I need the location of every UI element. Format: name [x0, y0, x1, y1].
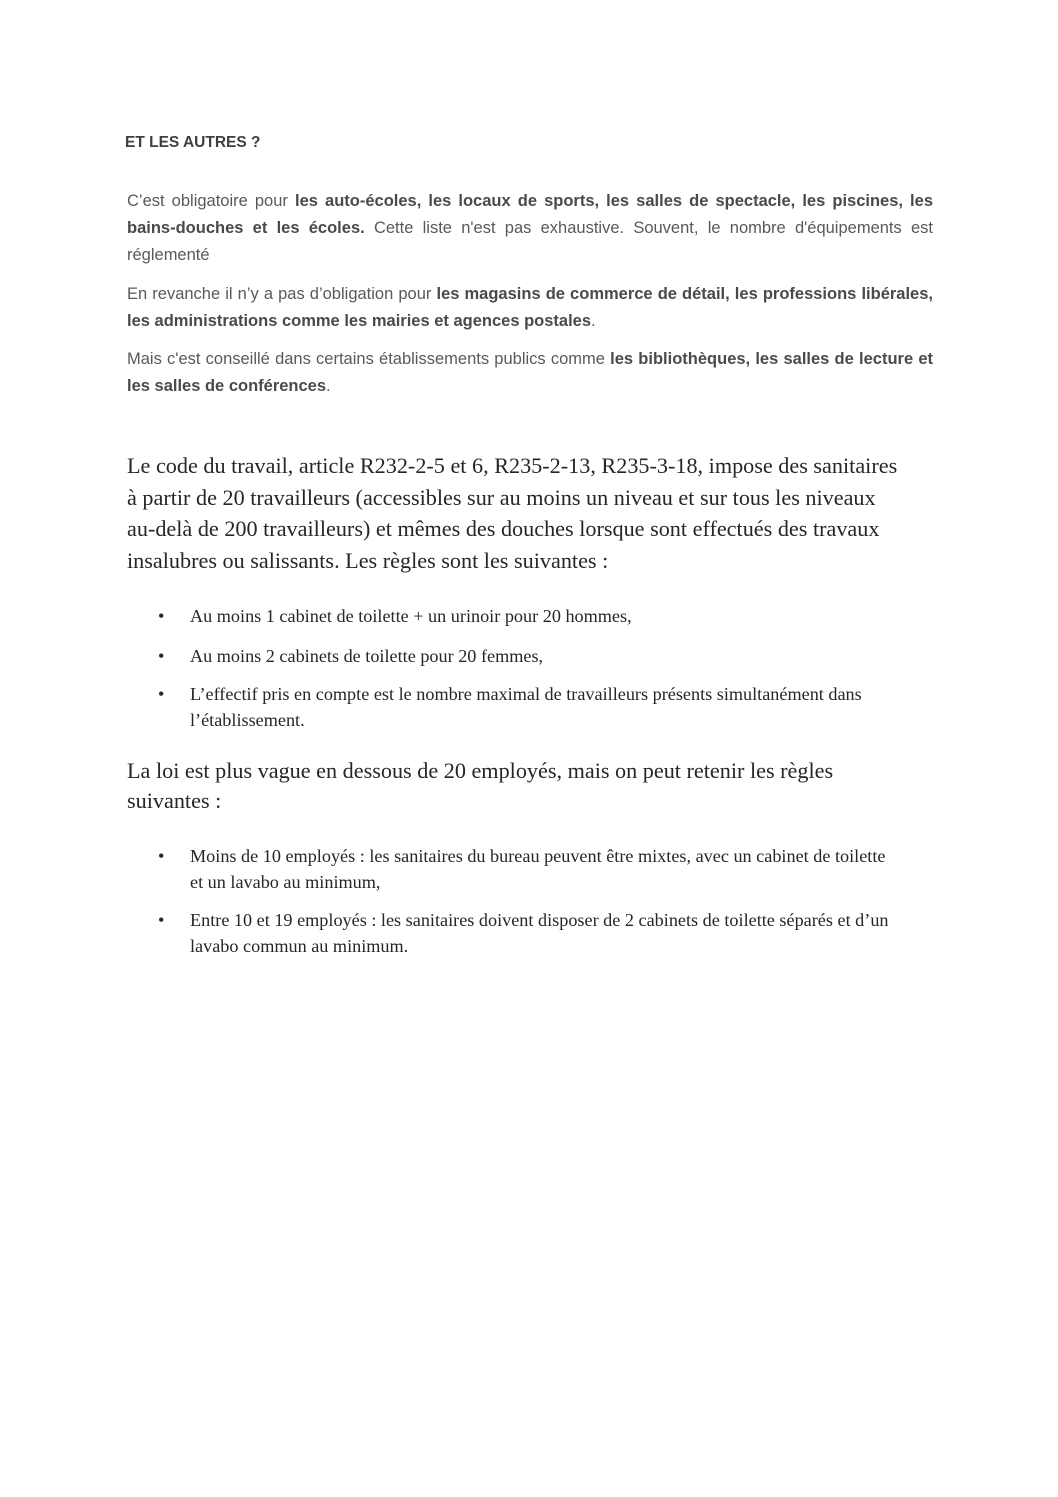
rules-list [0, 603, 890, 733]
bold-span: les bibliothèques, les salles de lecture et les salles de conférences [127, 350, 934, 395]
list-item-text: Au moins 2 cabinets de toilette pour 20 femmes, [190, 646, 544, 666]
list-item [0, 603, 890, 629]
bold-span: les auto-écoles, les locaux de sports, les salles de spectacle, les piscines, les bains-douches et les écoles. [127, 192, 933, 237]
text-span: Cette liste n'est pas exhaustive. Souvent, le nombre d'équipements est réglementé [127, 219, 934, 264]
list-item-text: Moins de 10 employés : les sanitaires du bureau peuvent être mixtes, avec un cabinet de toilette et un lavabo au minimum, [190, 846, 886, 892]
bullet-icon: • [158, 910, 165, 930]
list-item [0, 681, 890, 733]
list-item [0, 643, 890, 669]
bullet-icon: • [158, 846, 165, 866]
paragraph-conseille [127, 346, 933, 400]
text-span: En revanche il n’y a pas d’obligation pour [127, 285, 437, 303]
list-item-text: Au moins 1 cabinet de toilette + un urinoir pour 20 hommes, [190, 606, 632, 626]
bold-span: les magasins de commerce de détail, les professions libérales, les administrations comme les mairies et agences postales [127, 285, 933, 330]
bullet-icon: • [158, 684, 165, 704]
text-span: . [326, 377, 331, 395]
text-span: C’est obligatoire pour [127, 192, 295, 210]
small-company-paragraph: La loi est plus vague en dessous de 20 employés, mais on peut retenir les règles suivantes : [127, 758, 834, 813]
bullet-icon: • [158, 606, 165, 626]
code-du-travail-paragraph: Le code du travail, article R232-2-5 et 6, R235-2-13, R235-3-18, impose des sanitaires à partir de 20 travailleurs (accessibles sur au moins un niveau et sur tous les niveaux au-delà de 200 travailleurs) et mêmes des douches lorsque sont effectués des travaux insalubres ou salissants. Les règles sont les suivantes : [127, 453, 898, 573]
text-span: Mais c'est conseillé dans certains établissements publics comme [127, 350, 611, 368]
paragraph-obligatoire [127, 188, 933, 269]
list-item-text: Entre 10 et 19 employés : les sanitaires doivent disposer de 2 cabinets de toilette séparés et d’un lavabo commun au minimum. [190, 910, 889, 956]
section-heading: ET LES AUTRES ? [125, 134, 261, 151]
list-item [0, 907, 890, 959]
text-span: . [591, 312, 596, 330]
list-item [0, 843, 890, 895]
paragraph-revanche [127, 281, 933, 335]
list-item-text: L’effectif pris en compte est le nombre maximal de travailleurs présents simultanément dans l’établissement. [190, 684, 862, 730]
bullet-icon: • [158, 646, 165, 666]
small-rules-list [0, 843, 890, 959]
